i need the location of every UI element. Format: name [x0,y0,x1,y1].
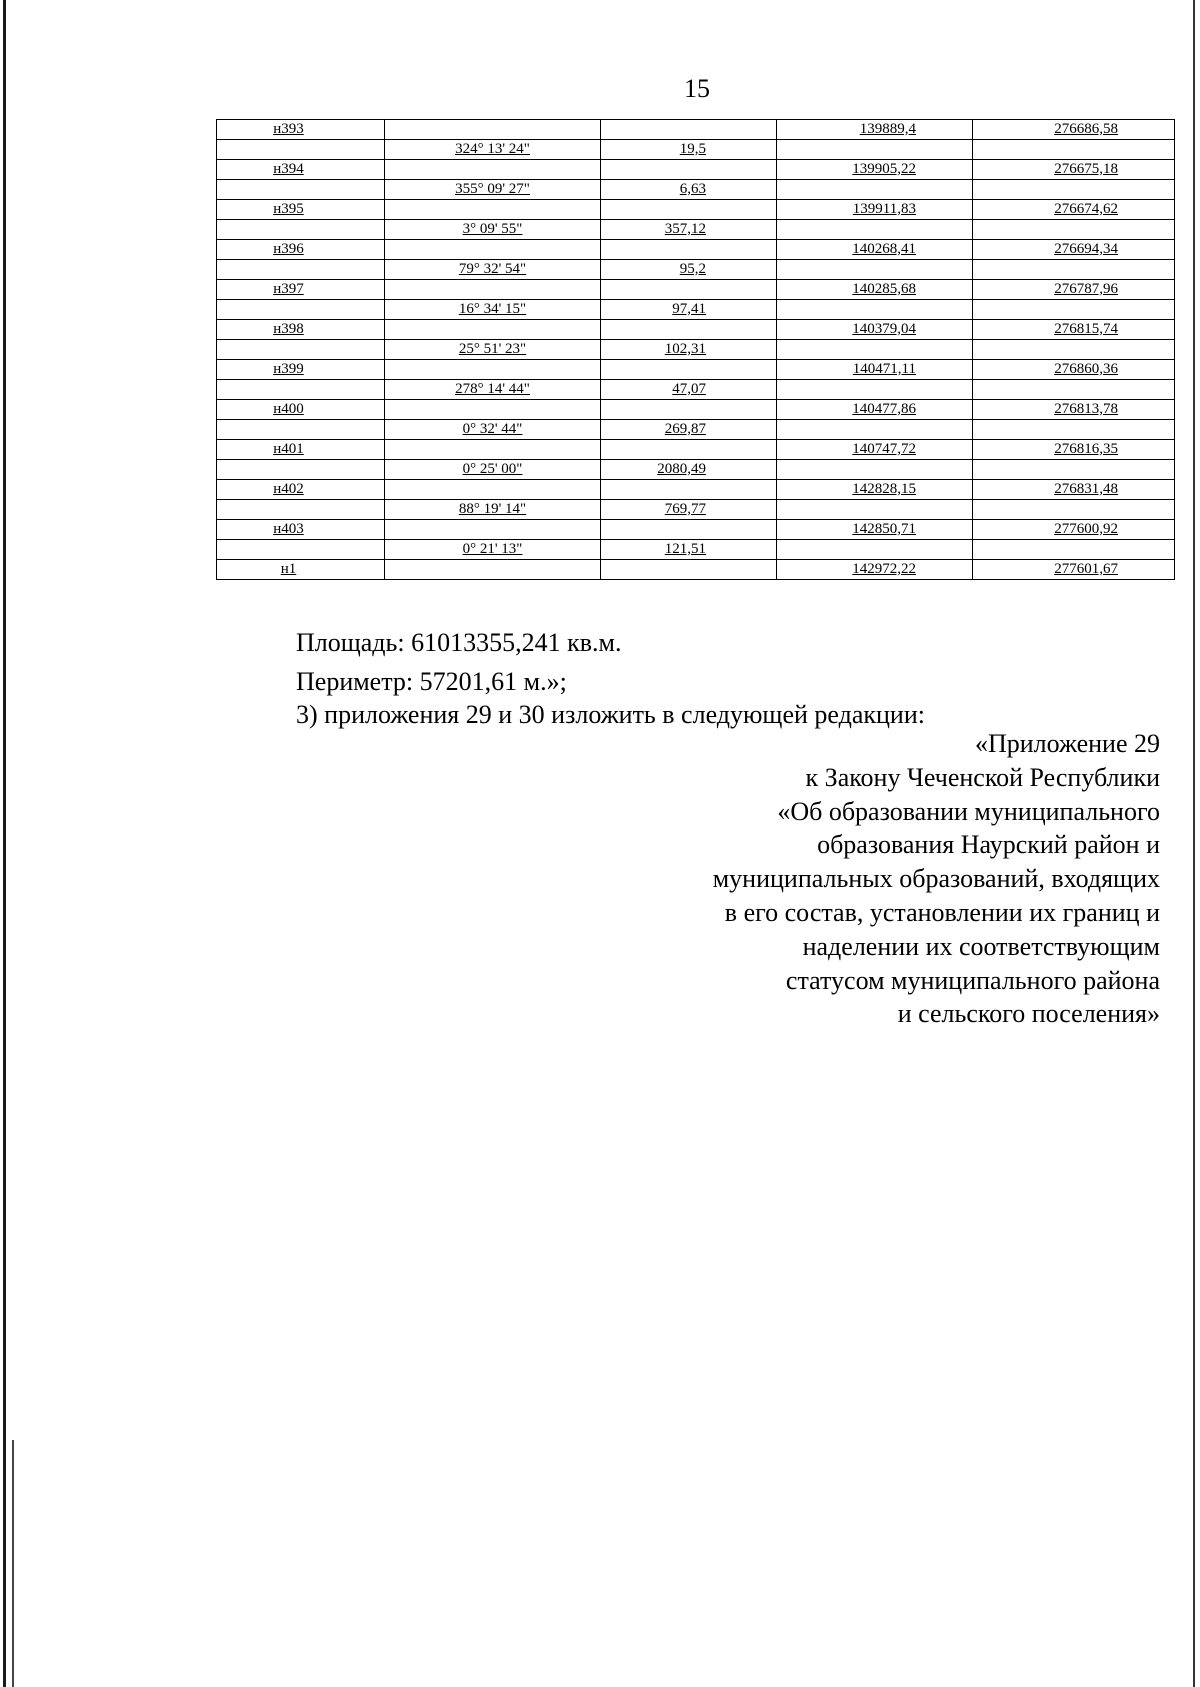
point-cell-text: н401 [273,441,304,457]
distance-cell [601,140,777,160]
direction-cell [385,460,601,480]
y-coordinate-cell [973,440,1175,460]
direction-cell [385,400,601,420]
direction-cell [385,480,601,500]
direction-cell [385,200,601,220]
y-coordinate-cell-text: 276686,58 [1054,121,1118,137]
point-cell [217,320,385,340]
x-coordinate-cell [777,380,973,400]
y-coordinate-cell [973,160,1175,180]
y-coordinate-cell [973,400,1175,420]
y-coordinate-cell-text: 276694,34 [1054,241,1118,257]
y-coordinate-cell-text: 277600,92 [1054,521,1118,537]
table-row [217,540,1175,560]
direction-cell-text: 25° 51' 23" [458,341,527,357]
point-cell [217,460,385,480]
appendix-line: муниципальных образований, входящих [712,864,1160,894]
direction-cell-text: 0° 32' 44" [462,421,523,437]
distance-cell [601,520,777,540]
point-cell-text: н396 [273,241,304,257]
distance-cell-text: 19,5 [679,141,706,157]
point-cell [217,140,385,160]
x-coordinate-cell [777,320,973,340]
distance-cell-text: 6,63 [679,181,706,197]
y-coordinate-cell-text: 276787,96 [1054,281,1118,297]
point-cell [217,540,385,560]
distance-cell [601,480,777,500]
x-coordinate-cell [777,360,973,380]
x-coordinate-cell [777,340,973,360]
direction-cell-text: 88° 19' 14" [458,501,527,517]
x-coordinate-cell [777,560,973,580]
distance-cell [601,540,777,560]
point-cell [217,260,385,280]
distance-cell [601,400,777,420]
table-row [217,440,1175,460]
y-coordinate-cell [973,260,1175,280]
perimeter-line: Периметр: 57201,61 м.»; [296,667,567,696]
direction-cell [385,520,601,540]
x-coordinate-cell [777,460,973,480]
y-coordinate-cell-text: 276813,78 [1054,401,1118,417]
point-cell [217,380,385,400]
direction-cell [385,300,601,320]
y-coordinate-cell-text: 276860,36 [1054,361,1118,377]
x-coordinate-cell [777,240,973,260]
appendix-line: к Закону Чеченской Республики [805,762,1160,792]
scan-right-edge [1193,0,1195,1687]
direction-cell-text: 0° 25' 00" [462,461,523,477]
x-coordinate-cell-text: 140379,04 [852,321,916,337]
y-coordinate-cell-text: 277601,67 [1054,561,1118,577]
point-cell [217,480,385,500]
appendix-line: «Об образовании муниципального [777,796,1160,826]
y-coordinate-cell [973,320,1175,340]
x-coordinate-cell [777,160,973,180]
direction-cell [385,180,601,200]
point-cell [217,500,385,520]
distance-cell [601,180,777,200]
appendix-header [460,727,1160,1031]
table-row [217,120,1175,140]
y-coordinate-cell [973,140,1175,160]
distance-cell-text: 769,77 [664,501,706,517]
appendix-line: в его состав, установлении их границ и [724,897,1160,927]
direction-cell-text: 278° 14' 44" [455,381,530,397]
x-coordinate-cell [777,440,973,460]
table-row [217,340,1175,360]
scan-left-edge [3,0,6,1687]
y-coordinate-cell [973,180,1175,200]
y-coordinate-cell [973,500,1175,520]
table-row [217,420,1175,440]
area-line: Площадь: 61013355,241 кв.м. [296,628,622,657]
x-coordinate-cell [777,540,973,560]
table-row [217,560,1175,580]
y-coordinate-cell [973,220,1175,240]
y-coordinate-cell [973,300,1175,320]
direction-cell-text: 79° 32' 54" [458,261,527,277]
direction-cell [385,120,601,140]
direction-cell [385,140,601,160]
point-cell [217,400,385,420]
direction-cell-text: 0° 21' 13" [462,541,523,557]
y-coordinate-cell-text: 276831,48 [1054,481,1118,497]
table-row [217,200,1175,220]
point-cell-text: н395 [273,201,304,217]
x-coordinate-cell-text: 142828,15 [852,481,916,497]
distance-cell [601,560,777,580]
x-coordinate-cell [777,200,973,220]
appendix-line: «Приложение 29 [974,729,1160,758]
y-coordinate-cell-text: 276675,18 [1054,161,1118,177]
direction-cell [385,220,601,240]
appendix-line: образования Наурский район и [817,830,1160,860]
distance-cell [601,200,777,220]
point-cell-text: н400 [273,401,304,417]
point-cell [217,420,385,440]
scan-left-edge-mark [12,1440,14,1687]
table-row [217,380,1175,400]
x-coordinate-cell-text: 140471,11 [852,361,916,377]
table-row [217,300,1175,320]
distance-cell [601,240,777,260]
direction-cell [385,560,601,580]
y-coordinate-cell [973,380,1175,400]
x-coordinate-cell-text: 139889,4 [859,121,916,137]
direction-cell [385,540,601,560]
point-cell [217,440,385,460]
direction-cell-text: 3° 09' 55" [462,221,523,237]
x-coordinate-cell [777,280,973,300]
x-coordinate-cell [777,180,973,200]
point-cell-text: н402 [273,481,304,497]
y-coordinate-cell [973,360,1175,380]
direction-cell [385,160,601,180]
appendix-line: статусом муниципального района [785,965,1160,995]
x-coordinate-cell [777,300,973,320]
x-coordinate-cell [777,520,973,540]
point-cell [217,560,385,580]
appendix-line: и сельского поселения» [897,999,1160,1029]
direction-cell [385,340,601,360]
point-cell [217,280,385,300]
distance-cell-text: 47,07 [672,381,706,397]
x-coordinate-cell [777,120,973,140]
table-row [217,360,1175,380]
distance-cell [601,320,777,340]
x-coordinate-cell-text: 139911,83 [852,201,916,217]
point-cell-text: н398 [273,321,304,337]
distance-cell [601,340,777,360]
x-coordinate-cell-text: 139905,22 [852,161,916,177]
item-3-line: 3) приложения 29 и 30 изложить в следующей редакции: [296,700,925,729]
boundary-coordinates-table [216,119,1175,580]
direction-cell-text: 16° 34' 15" [458,301,527,317]
x-coordinate-cell [777,480,973,500]
distance-cell [601,220,777,240]
point-cell [217,520,385,540]
y-coordinate-cell [973,520,1175,540]
distance-cell [601,460,777,480]
distance-cell [601,440,777,460]
direction-cell-text: 324° 13' 24" [455,141,530,157]
x-coordinate-cell-text: 142850,71 [852,521,916,537]
table-row [217,500,1175,520]
y-coordinate-cell [973,120,1175,140]
x-coordinate-cell [777,400,973,420]
distance-cell [601,360,777,380]
x-coordinate-cell [777,220,973,240]
distance-cell-text: 97,41 [672,301,706,317]
point-cell-text: н393 [273,121,304,137]
distance-cell [601,120,777,140]
y-coordinate-cell [973,560,1175,580]
x-coordinate-cell [777,260,973,280]
distance-cell [601,160,777,180]
point-cell-text: н397 [273,281,304,297]
distance-cell-text: 102,31 [664,341,706,357]
distance-cell [601,500,777,520]
y-coordinate-cell [973,420,1175,440]
x-coordinate-cell-text: 142972,22 [852,561,916,577]
table-row [217,280,1175,300]
table-row [217,520,1175,540]
x-coordinate-cell-text: 140477,86 [852,401,916,417]
table-row [217,260,1175,280]
table-row [217,220,1175,240]
point-cell [217,200,385,220]
table-row [217,400,1175,420]
table-row [217,160,1175,180]
point-cell-text: н1 [280,561,297,577]
y-coordinate-cell [973,200,1175,220]
distance-cell [601,260,777,280]
point-cell [217,300,385,320]
distance-cell-text: 95,2 [679,261,706,277]
distance-cell-text: 357,12 [664,221,706,237]
direction-cell [385,420,601,440]
y-coordinate-cell [973,480,1175,500]
distance-cell [601,380,777,400]
x-coordinate-cell-text: 140285,68 [852,281,916,297]
x-coordinate-cell [777,140,973,160]
x-coordinate-cell [777,500,973,520]
y-coordinate-cell-text: 276674,62 [1054,201,1118,217]
y-coordinate-cell [973,280,1175,300]
table-row [217,180,1175,200]
direction-cell [385,360,601,380]
distance-cell [601,420,777,440]
point-cell [217,220,385,240]
point-cell [217,180,385,200]
y-coordinate-cell [973,340,1175,360]
y-coordinate-cell [973,460,1175,480]
direction-cell-text: 355° 09' 27" [455,181,530,197]
x-coordinate-cell-text: 140268,41 [852,241,916,257]
distance-cell-text: 2080,49 [657,461,706,477]
point-cell [217,360,385,380]
direction-cell [385,380,601,400]
direction-cell [385,240,601,260]
point-cell [217,120,385,140]
direction-cell [385,280,601,300]
point-cell [217,340,385,360]
point-cell-text: н399 [273,361,304,377]
y-coordinate-cell-text: 276816,35 [1054,441,1118,457]
direction-cell [385,440,601,460]
page-number: 15 [684,74,710,103]
direction-cell [385,500,601,520]
point-cell [217,160,385,180]
y-coordinate-cell [973,540,1175,560]
table-row [217,480,1175,500]
distance-cell [601,300,777,320]
direction-cell [385,260,601,280]
table-row [217,140,1175,160]
appendix-line: наделении их соответствующим [802,931,1160,961]
point-cell [217,240,385,260]
table-row [217,460,1175,480]
distance-cell [601,280,777,300]
y-coordinate-cell [973,240,1175,260]
x-coordinate-cell-text: 140747,72 [852,441,916,457]
x-coordinate-cell [777,420,973,440]
point-cell-text: н403 [273,521,304,537]
point-cell-text: н394 [273,161,304,177]
distance-cell-text: 121,51 [664,541,706,557]
table-row [217,320,1175,340]
table-row [217,240,1175,260]
distance-cell-text: 269,87 [664,421,706,437]
direction-cell [385,320,601,340]
y-coordinate-cell-text: 276815,74 [1054,321,1118,337]
